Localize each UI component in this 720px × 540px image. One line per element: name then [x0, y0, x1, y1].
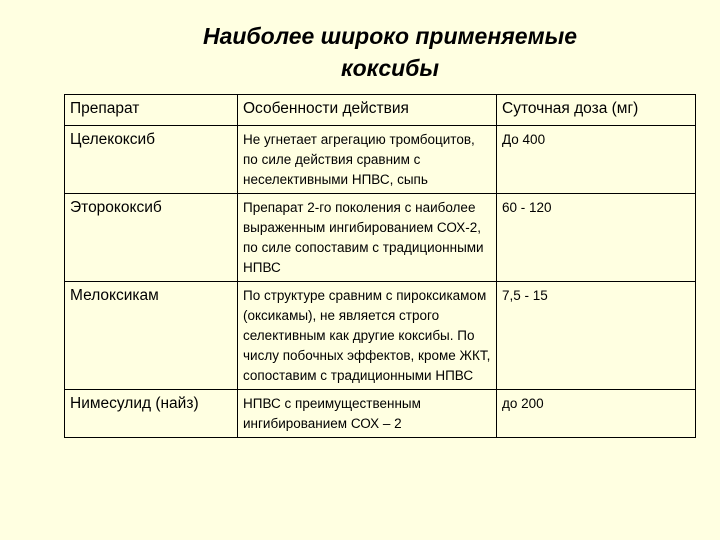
slide-title	[150, 20, 630, 84]
header-drug: Препарат	[65, 95, 238, 126]
drug-name: Целекоксиб	[65, 126, 238, 194]
header-action-features: Особенности действия	[238, 95, 497, 126]
drug-description: НПВС с преимущественным ингибированием СОХ – 2	[238, 390, 497, 438]
drug-name: Мелоксикам	[65, 282, 238, 390]
drug-description: Препарат 2-го поколения с наиболее выраженным ингибированием СОХ-2, по силе сопоставим с традиционными НПВС	[238, 194, 497, 282]
drug-dose: 7,5 - 15	[497, 282, 696, 390]
drug-dose: 60 - 120	[497, 194, 696, 282]
slide-title-line-1: Наиболее широко применяемые	[202, 23, 578, 49]
coxib-table	[64, 94, 696, 438]
drug-name: Нимесулид (найз)	[65, 390, 238, 438]
drug-description: Не угнетает агрегацию тромбоцитов, по силе действия сравним с неселективными НПВС, сыпь	[238, 126, 497, 194]
table-row	[65, 282, 696, 390]
table-row	[65, 390, 696, 438]
table-row	[65, 126, 696, 194]
drug-dose: До 400	[497, 126, 696, 194]
table-header-row	[65, 95, 696, 126]
drug-description: По структуре сравним с пироксикамом (оксикамы), не является строго селективным как другие коксибы. По числу побочных эффектов, кроме ЖКТ, сопоставим с традиционными НПВС	[238, 282, 497, 390]
table-row	[65, 194, 696, 282]
slide-title-line-2: коксибы	[340, 55, 440, 81]
drug-name: Эторококсиб	[65, 194, 238, 282]
drug-dose: до 200	[497, 390, 696, 438]
header-daily-dose: Суточная доза (мг)	[497, 95, 696, 126]
